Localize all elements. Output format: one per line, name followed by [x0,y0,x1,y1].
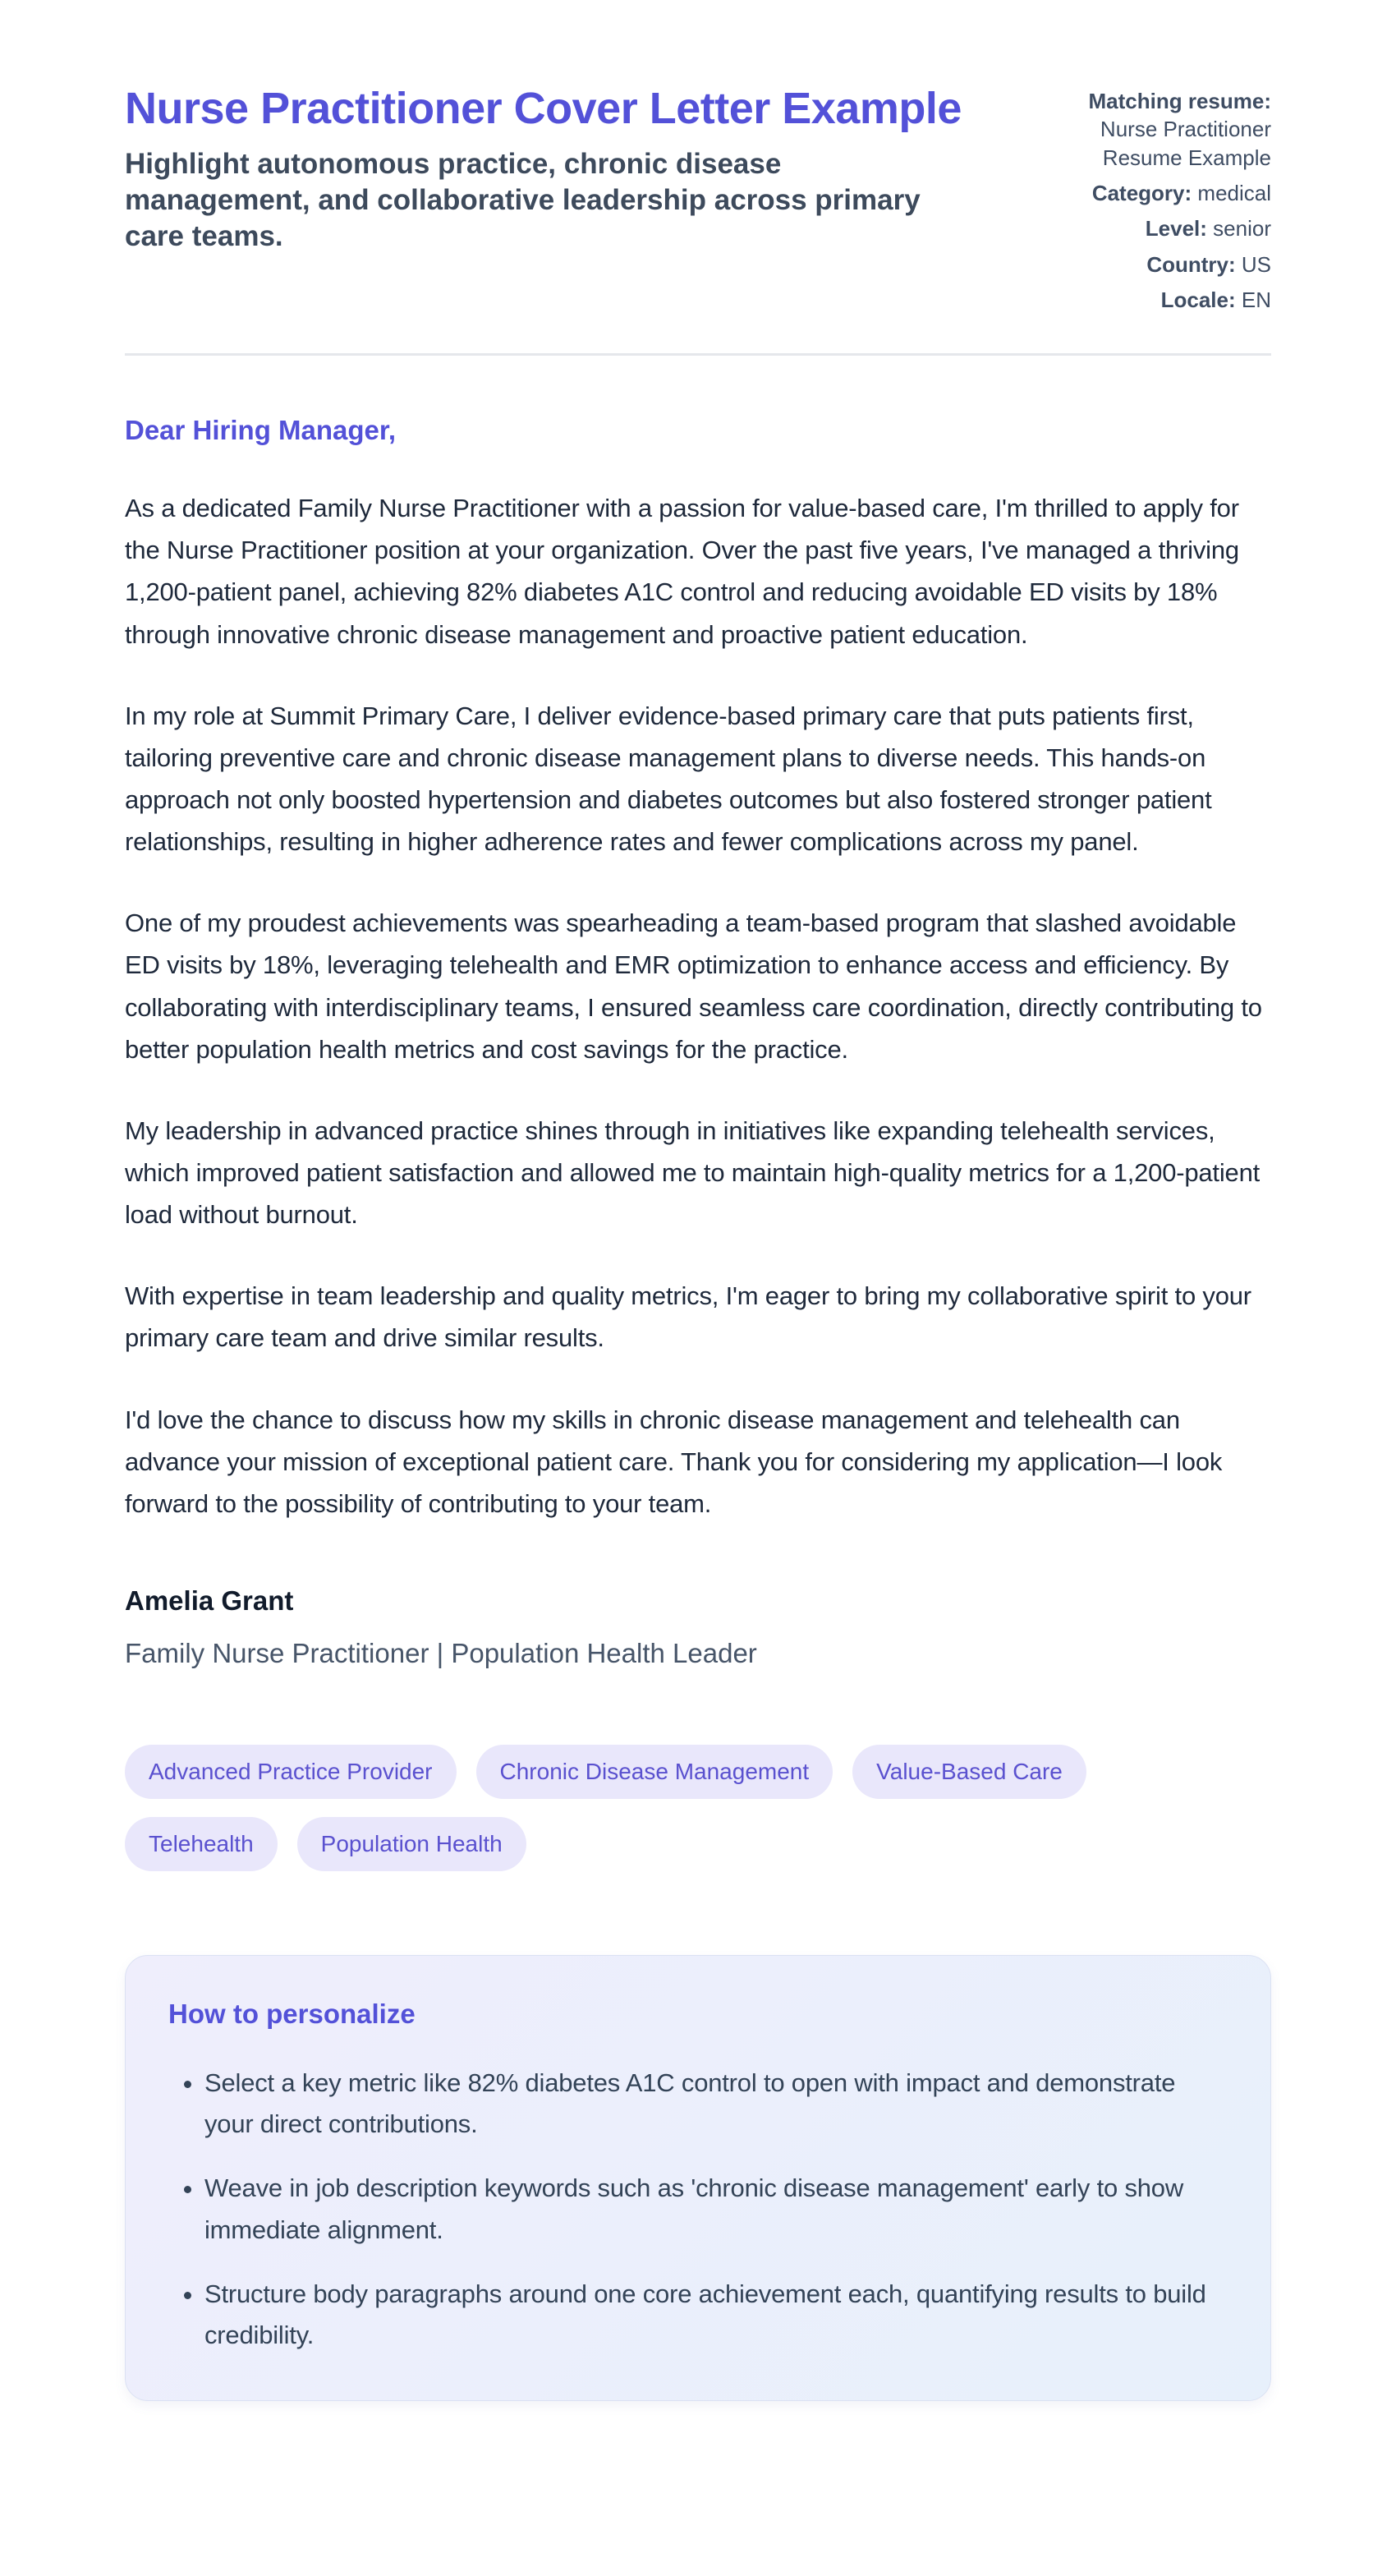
tag-pill: Telehealth [125,1817,278,1871]
meta-row [1041,214,1271,242]
signature-block [125,1585,1271,1669]
letter-paragraph: I'd love the chance to discuss how my skills in chronic disease management and telehealth can advance your mission of exceptional patient care. Thank you for considering my application—I look forward to the possibility of contributing to your team. [125,1405,1223,1518]
cover-letter-page [125,0,1271,2480]
meta-row-label: Level: [1145,216,1207,242]
header-text-block [125,82,962,255]
signature-role: Family Nurse Practitioner | Population Health Leader [125,1638,757,1668]
matching-resume-label: Matching resume: [1088,89,1271,113]
meta-row-value: senior [1213,216,1271,242]
matching-resume-link[interactable]: Nurse Practitioner Resume Example [1100,117,1271,170]
meta-row [1041,179,1271,207]
meta-row-value: medical [1197,180,1271,205]
meta-panel [1041,82,1271,314]
personalize-title: How to personalize [168,1999,416,2029]
signature-name: Amelia Grant [125,1585,294,1616]
meta-row [1041,251,1271,278]
letter-paragraph: With expertise in team leadership and quality metrics, I'm eager to bring my collaborative spirit to your primary care team and drive similar results. [125,1281,1251,1353]
header [125,82,1271,314]
personalize-tip: • Select a key metric like 82% diabetes A1C control to open with impact and demonstrate your direct contributions. [204,2063,1215,2145]
meta-row [1041,286,1271,314]
personalize-card [125,1955,1271,2401]
letter-body [125,415,1271,2401]
meta-row-value: EN [1241,287,1271,312]
tag-pill: Chronic Disease Management [476,1745,833,1799]
letter-paragraphs [125,487,1271,1525]
page-title: Nurse Practitioner Cover Letter Example [125,84,962,133]
letter-paragraph: One of my proudest achievements was spearheading a team-based program that slashed avoidable ED visits by 18%, leveraging telehealth and EMR optimization to enhance access and efficiency. By collaborating with interdisciplinary teams, I ensured seamless care coordination, directly contributing to better population health metrics and cost savings for the practice. [125,908,1262,1064]
meta-row-label: Category: [1091,180,1192,205]
letter-paragraph: As a dedicated Family Nurse Practitioner with a passion for value-based care, I'm thrilled to apply for the Nurse Practitioner position at your organization. Over the past five years, I've managed a thriving 1,200-patient panel, achieving 82% diabetes A1C control and reducing avoidable ED visits by 18% through innovative chronic disease management and proactive patient education. [125,494,1239,649]
tag-pill: Value-Based Care [852,1745,1086,1799]
meta-row-label: Locale: [1160,287,1236,312]
meta-row-label: Country: [1146,251,1236,277]
page-subtitle: Highlight autonomous practice, chronic disease management, and collaborative leadership across primary care teams. [125,147,921,253]
meta-row-value: US [1241,251,1271,277]
tag-pill: Population Health [297,1817,526,1871]
header-divider [125,353,1271,356]
personalize-tip: • Weave in job description keywords such as 'chronic disease management' early to show immediate alignment. [204,2168,1215,2250]
tag-pill: Advanced Practice Provider [125,1745,457,1799]
personalize-tip-list [168,2063,1228,2356]
letter-paragraph: In my role at Summit Primary Care, I deliver evidence-based primary care that puts patients first, tailoring preventive care and chronic disease management plans to diverse needs. This hands-on approach not only boosted hypertension and diabetes outcomes but also fostered stronger patient relationships, resulting in higher adherence rates and fewer complications across my panel. [125,701,1212,857]
personalize-tip: • Structure body paragraphs around one core achievement each, quantifying results to build credibility. [204,2274,1215,2356]
greeting: Dear Hiring Manager, [125,415,397,446]
tag-list [125,1745,1192,1871]
meta-rows [1041,179,1271,314]
letter-paragraph: My leadership in advanced practice shines through in initiatives like expanding telehealth services, which improved patient satisfaction and allowed me to maintain high-quality metrics for a 1,200-patient load without burnout. [125,1116,1261,1230]
